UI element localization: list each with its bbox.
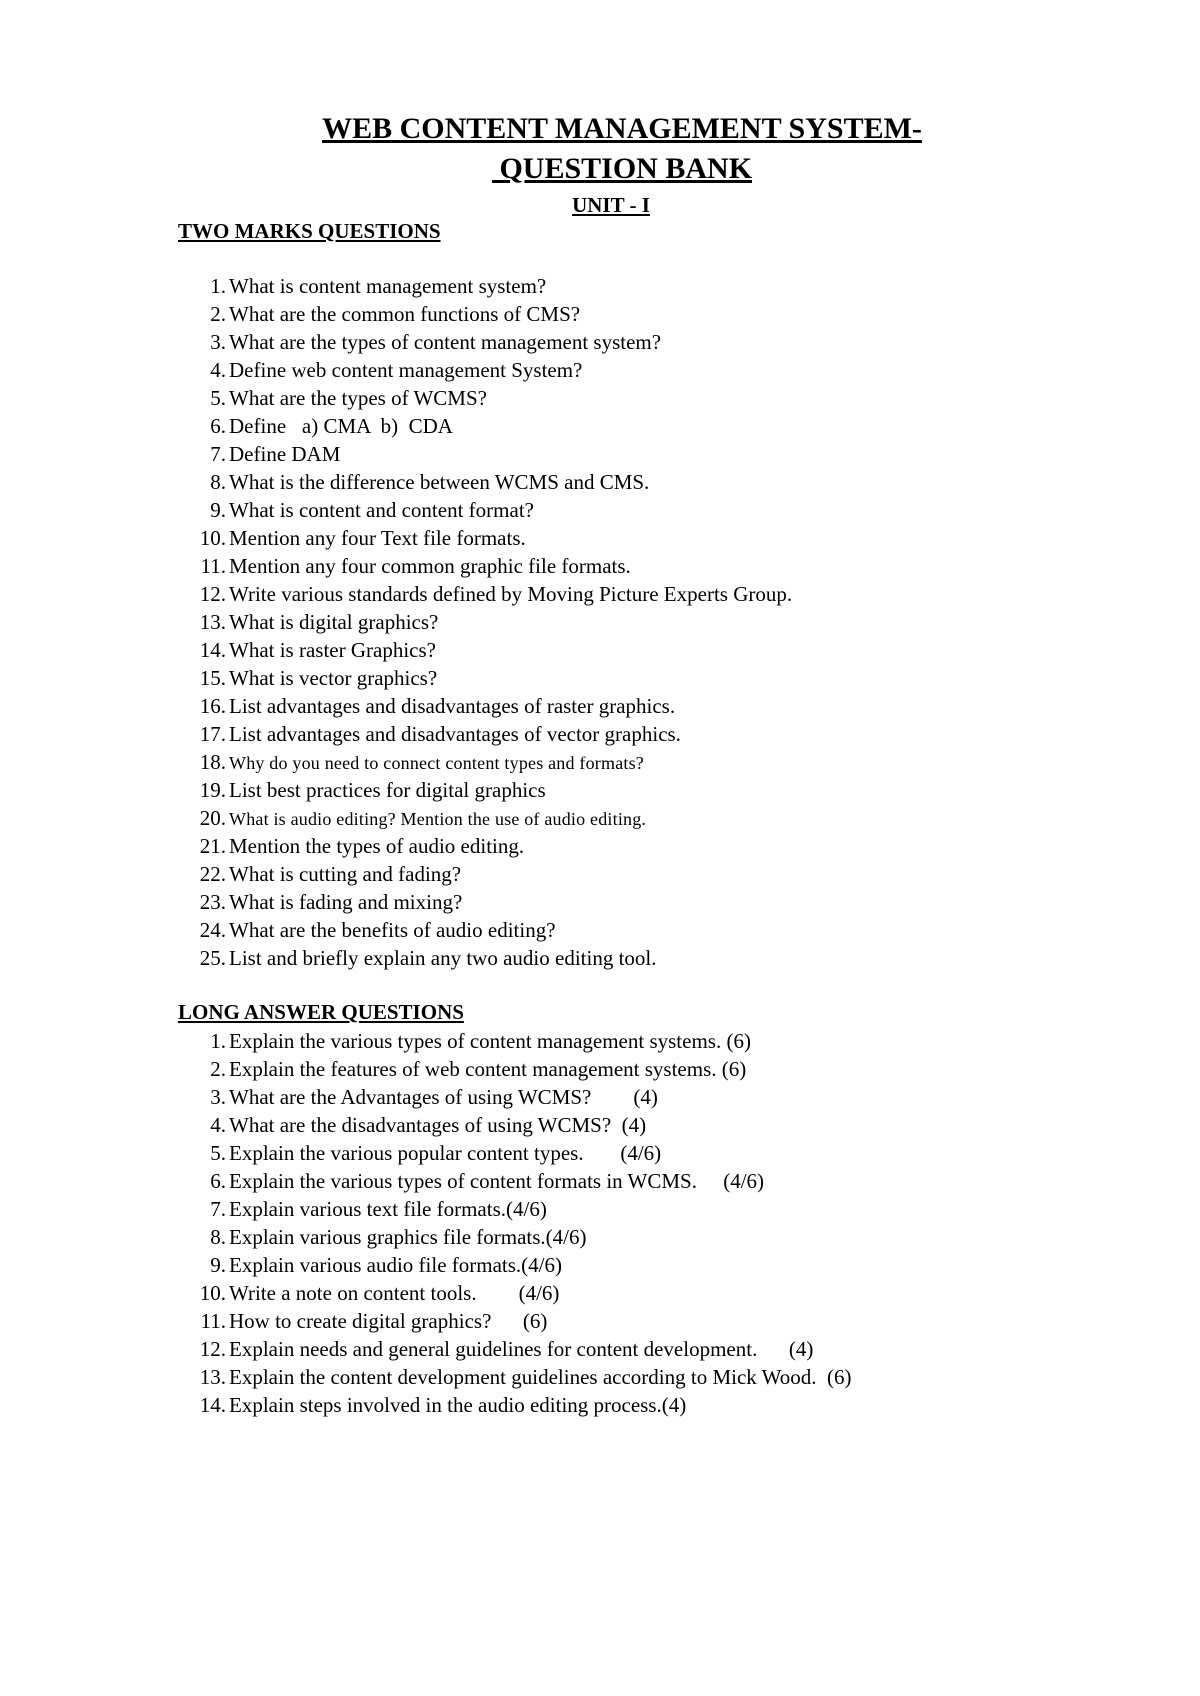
question-item xyxy=(178,664,792,692)
question-item xyxy=(178,300,792,328)
question-text: What is content and content format? xyxy=(229,498,534,522)
question-number: 21. xyxy=(199,834,226,858)
question-text: Why do you need to connect content types and formats? xyxy=(229,753,644,773)
question-text: List and briefly explain any two audio editing tool. xyxy=(229,946,657,970)
question-item xyxy=(178,1167,852,1195)
question-text: Explain the content development guidelines according to Mick Wood. (6) xyxy=(229,1365,852,1389)
question-text: List best practices for digital graphics xyxy=(229,778,546,802)
question-text: What is vector graphics? xyxy=(229,666,438,690)
question-number: 20. xyxy=(199,806,226,830)
question-text: Mention any four common graphic file formats. xyxy=(229,554,631,578)
question-number: 19. xyxy=(199,778,226,802)
question-item xyxy=(178,440,792,468)
question-number: 17. xyxy=(199,722,226,746)
question-item xyxy=(178,468,792,496)
question-text: Explain the features of web content management systems. (6) xyxy=(229,1057,747,1081)
question-text: List advantages and disadvantages of vector graphics. xyxy=(229,722,681,746)
question-number: 2. xyxy=(210,1057,226,1081)
question-number: 15. xyxy=(199,666,226,690)
question-number: 6. xyxy=(210,1169,226,1193)
question-text: Explain the various popular content types. (4/6) xyxy=(229,1141,662,1165)
question-text: What is content management system? xyxy=(229,274,547,298)
question-number: 12. xyxy=(199,1337,226,1361)
question-number: 5. xyxy=(210,386,226,410)
question-number: 5. xyxy=(210,1141,226,1165)
question-number: 1. xyxy=(210,274,226,298)
question-text: Explain needs and general guidelines for content development. (4) xyxy=(229,1337,814,1361)
long-answer-question-list xyxy=(178,1027,852,1419)
question-number: 1. xyxy=(210,1029,226,1053)
question-item xyxy=(178,328,792,356)
question-item xyxy=(178,608,792,636)
question-text: What is fading and mixing? xyxy=(229,890,463,914)
question-text: Define a) CMA b) CDA xyxy=(229,414,453,438)
question-item xyxy=(178,1391,852,1419)
question-number: 7. xyxy=(210,1197,226,1221)
question-number: 11. xyxy=(200,1309,226,1333)
question-item xyxy=(178,412,792,440)
question-item xyxy=(178,580,792,608)
question-text: What is digital graphics? xyxy=(229,610,439,634)
question-number: 6. xyxy=(210,414,226,438)
question-text: Write a note on content tools. (4/6) xyxy=(229,1281,560,1305)
question-item xyxy=(178,496,792,524)
question-text: List advantages and disadvantages of raster graphics. xyxy=(229,694,676,718)
question-number: 9. xyxy=(210,498,226,522)
question-number: 10. xyxy=(199,526,226,550)
question-number: 12. xyxy=(199,582,226,606)
question-text: Mention the types of audio editing. xyxy=(229,834,525,858)
question-number: 4. xyxy=(210,1113,226,1137)
question-item xyxy=(178,1139,852,1167)
question-text: Explain various audio file formats.(4/6) xyxy=(229,1253,562,1277)
question-item xyxy=(178,356,792,384)
question-number: 8. xyxy=(210,1225,226,1249)
question-item xyxy=(178,832,792,860)
question-item xyxy=(178,1307,852,1335)
question-number: 23. xyxy=(199,890,226,914)
question-item xyxy=(178,888,792,916)
question-item xyxy=(178,804,792,832)
question-text: Explain steps involved in the audio editing process.(4) xyxy=(229,1393,687,1417)
question-number: 13. xyxy=(199,610,226,634)
question-text: What are the Advantages of using WCMS? (4) xyxy=(229,1085,658,1109)
long-answer-heading: LONG ANSWER QUESTIONS xyxy=(178,1000,464,1024)
question-text: Define DAM xyxy=(229,442,341,466)
question-text: What are the common functions of CMS? xyxy=(229,302,581,326)
question-item xyxy=(178,552,792,580)
document-title-line2: QUESTION BANK xyxy=(491,152,753,185)
question-item xyxy=(178,860,792,888)
question-item xyxy=(178,692,792,720)
question-number: 13. xyxy=(199,1365,226,1389)
question-number: 4. xyxy=(210,358,226,382)
question-number: 14. xyxy=(199,638,226,662)
question-number: 25. xyxy=(199,946,226,970)
question-text: What is audio editing? Mention the use of audio editing. xyxy=(229,809,647,829)
two-marks-heading: TWO MARKS QUESTIONS xyxy=(178,219,441,243)
question-text: How to create digital graphics? (6) xyxy=(229,1309,548,1333)
question-item xyxy=(178,1363,852,1391)
question-item xyxy=(178,272,792,300)
two-marks-question-list xyxy=(178,272,792,972)
question-item xyxy=(178,944,792,972)
question-item xyxy=(178,1195,852,1223)
question-number: 3. xyxy=(210,1085,226,1109)
document-title-line1: WEB CONTENT MANAGEMENT SYSTEM- xyxy=(322,112,922,145)
question-item xyxy=(178,916,792,944)
question-number: 16. xyxy=(199,694,226,718)
question-number: 8. xyxy=(210,470,226,494)
question-number: 24. xyxy=(199,918,226,942)
question-text: Explain the various types of content formats in WCMS. (4/6) xyxy=(229,1169,765,1193)
question-number: 7. xyxy=(210,442,226,466)
question-item xyxy=(178,1083,852,1111)
question-number: 14. xyxy=(199,1393,226,1417)
question-item xyxy=(178,384,792,412)
question-text: What are the types of content management system? xyxy=(229,330,662,354)
question-number: 9. xyxy=(210,1253,226,1277)
question-item xyxy=(178,636,792,664)
question-item xyxy=(178,1251,852,1279)
question-item xyxy=(178,1055,852,1083)
question-item xyxy=(178,1027,852,1055)
question-text: What are the disadvantages of using WCMS? (4) xyxy=(229,1113,647,1137)
question-item xyxy=(178,748,792,776)
question-text: Explain various graphics file formats.(4/6) xyxy=(229,1225,587,1249)
question-text: What are the benefits of audio editing? xyxy=(229,918,556,942)
question-number: 2. xyxy=(210,302,226,326)
question-number: 22. xyxy=(199,862,226,886)
question-text: Explain various text file formats.(4/6) xyxy=(229,1197,547,1221)
question-text: Write various standards defined by Moving Picture Experts Group. xyxy=(229,582,793,606)
question-item xyxy=(178,776,792,804)
question-item xyxy=(178,720,792,748)
question-number: 18. xyxy=(199,750,226,774)
question-text: What is raster Graphics? xyxy=(229,638,436,662)
question-item xyxy=(178,1279,852,1307)
question-text: What is cutting and fading? xyxy=(229,862,462,886)
question-item xyxy=(178,1223,852,1251)
question-number: 3. xyxy=(210,330,226,354)
question-item xyxy=(178,1111,852,1139)
question-number: 10. xyxy=(199,1281,226,1305)
question-number: 11. xyxy=(200,554,226,578)
unit-heading: UNIT - I xyxy=(572,193,650,217)
question-item xyxy=(178,1335,852,1363)
question-text: Define web content management System? xyxy=(229,358,583,382)
question-text: What are the types of WCMS? xyxy=(229,386,487,410)
question-text: Explain the various types of content management systems. (6) xyxy=(229,1029,751,1053)
question-item xyxy=(178,524,792,552)
question-text: What is the difference between WCMS and CMS. xyxy=(229,470,650,494)
question-text: Mention any four Text file formats. xyxy=(229,526,526,550)
